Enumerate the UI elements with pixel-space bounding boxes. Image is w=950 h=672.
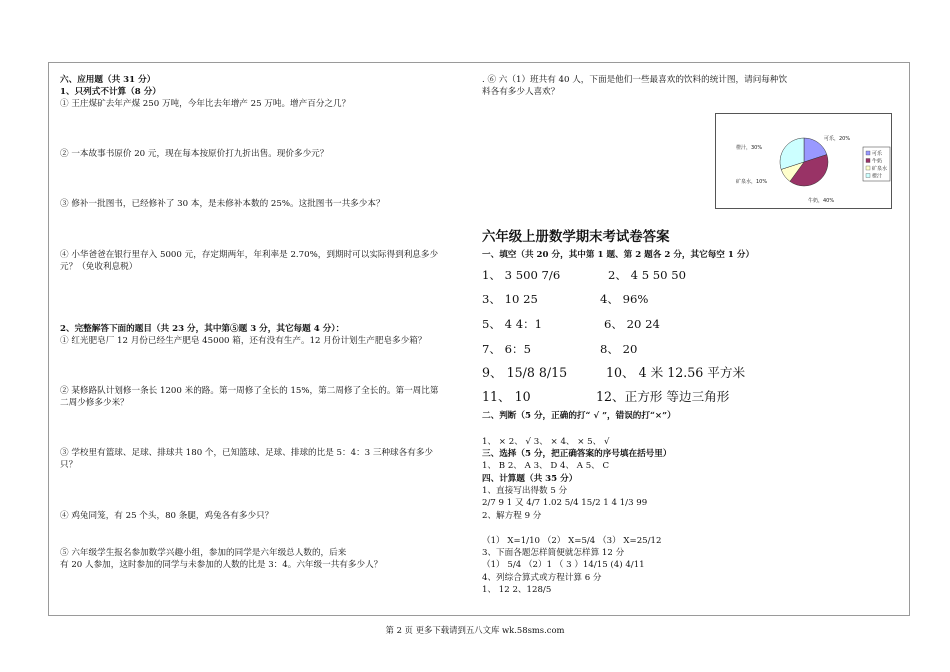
pie-slice-label-2: 矿泉水，10% xyxy=(736,179,768,185)
fill-row-1-a: 1、 3 500 7/6 xyxy=(482,268,561,282)
part1-title: 1、只列式不计算（8 分） xyxy=(60,87,161,97)
question-4-line1: ④ 小华爸爸在银行里存入 5000 元，存定期两年，年利率是 2.70%，到期时可以实际得到利息多少 xyxy=(60,250,439,260)
section-title: 六、应用题（共 31 分） xyxy=(60,75,156,85)
fill-row-6-a: 11、 10 xyxy=(482,389,531,404)
legend-swatch-1 xyxy=(866,159,870,163)
calc2-title: 2、解方程 9 分 xyxy=(482,511,542,521)
pie-slice-label-1: 牛奶，40% xyxy=(808,198,835,204)
question-2: ② 一本故事书原价 20 元，现在每本按原价打九折出售。现价多少元？ xyxy=(60,149,329,159)
calc4-answers: 1、 12 2、128/5 xyxy=(482,585,552,595)
fill-row-2-a: 3、 10 25 xyxy=(482,292,538,306)
problem-1: ① 红光肥皂厂 12 月份已经生产肥皂 45000 箱，还有没有生产。12 月份计划生产肥皂多少箱？ xyxy=(60,336,427,346)
legend-label-0: 可乐 xyxy=(872,150,883,157)
choice-answers: 1、 B 2、 A 3、 D 4、 A 5、 C xyxy=(482,461,610,471)
calc3-answers: （1） 5/4 （2）1 （ 3 ）14/15 (4) 4/11 xyxy=(482,560,645,570)
legend-label-2: 矿泉水 xyxy=(872,165,888,172)
fill-row-4-a: 7、 6：5 xyxy=(482,342,532,356)
calc-title: 四、计算题（共 35 分） xyxy=(482,474,578,484)
legend-swatch-3 xyxy=(866,174,870,178)
problem-5-line2: 有 20 人参加，这时参加的同学与未参加的人数的比是 3：4。六年级一共有多少人？ xyxy=(60,560,383,570)
fill-row-1-b: 2、 4 5 50 50 xyxy=(608,268,686,282)
question-3: ③ 修补一批图书，已经修补了 30 本，是未修补本数的 25%。这批图书一共多少本？ xyxy=(60,199,385,209)
legend-label-1: 牛奶 xyxy=(872,158,883,165)
page-footer: 第 2 页 更多下载请到五八文库 wk.58sms.com xyxy=(385,625,565,635)
part2-title: 2、完整解答下面的题目（共 23 分，其中第⑤题 3 分，其它每题 4 分）： xyxy=(60,324,345,334)
calc2-answers: （1） X=1/10 （2） X=5/4 （3） X=25/12 xyxy=(482,536,662,546)
pie-slice-label-3: 橙汁，30% xyxy=(736,145,763,151)
pie-chart xyxy=(715,113,892,209)
problem-5-line1: ⑤ 六年级学生报名参加数学兴趣小组，参加的同学是六年级总人数的，后来 xyxy=(60,548,347,558)
calc1-answers: 2/7 9 1 又 4/7 1.02 5/4 15/2 1 4 1/3 99 xyxy=(482,498,648,508)
choice-title: 三、选择（5 分，把正确答案的序号填在括号里） xyxy=(482,449,672,459)
fill-title: 一、填空（共 20 分，其中第 1 题、第 2 题各 2 分，其它每空 1 分） xyxy=(482,250,755,260)
question-6-line2: 料各有多少人喜欢？ xyxy=(482,87,560,97)
fill-row-6-b: 12、正方形 等边三角形 xyxy=(596,389,730,404)
problem-4: ④ 鸡兔同笼，有 25 个头，80 条腿，鸡兔各有多少只？ xyxy=(60,511,274,521)
problem-3-line2: 只？ xyxy=(60,460,78,470)
fill-row-3-a: 5、 4 4：1 xyxy=(482,317,543,331)
legend-swatch-2 xyxy=(866,166,870,170)
problem-2-line1: ② 某修路队计划修一条长 1200 米的路。第一周修了全长的 15%，第二周修了全长的。第一周比第 xyxy=(60,386,439,396)
fill-row-5-a: 9、 15/8 8/15 xyxy=(482,365,568,380)
legend-swatch-0 xyxy=(866,151,870,155)
fill-row-2-b: 4、 96% xyxy=(600,292,649,306)
calc1-title: 1、直接写出得数 5 分 xyxy=(482,486,568,496)
pie-slice-label-0: 可乐，20% xyxy=(824,136,851,142)
question-6-line1: . ⑥ 六（1）班共有 40 人，下面是他们一些最喜欢的饮料的统计图，请问每种饮 xyxy=(482,75,788,85)
legend-label-3: 橙汁 xyxy=(872,173,883,180)
question-1: ① 王庄煤矿去年产煤 250 万吨，今年比去年增产 25 万吨。增产百分之几？ xyxy=(60,99,351,109)
fill-row-5-b: 10、 4 米 12.56 平方米 xyxy=(606,365,746,380)
question-4-line2: 元？（免收利息税） xyxy=(60,262,138,272)
calc4-title: 4、列综合算式或方程计算 6 分 xyxy=(482,573,602,583)
calc3-title: 3、下面各题怎样简便就怎样算 12 分 xyxy=(482,548,625,558)
pie-chart-svg xyxy=(716,114,893,210)
answer-title: 六年级上册数学期末考试卷答案 xyxy=(482,229,670,245)
judge-answers: 1、 × 2、 √ 3、 × 4、 × 5、 √ xyxy=(482,437,610,447)
problem-2-line2: 二周少修多少米？ xyxy=(60,398,129,408)
problem-3-line1: ③ 学校里有篮球、足球、排球共 180 个，已知篮球、足球、排球的比是 5：4：3 三种球各有多少 xyxy=(60,448,434,458)
judge-title: 二、判断（5 分，正确的打“ √ ”，错误的打“×”） xyxy=(482,411,676,421)
fill-row-4-b: 8、 20 xyxy=(600,342,638,356)
fill-row-3-b: 6、 20 24 xyxy=(604,317,660,331)
